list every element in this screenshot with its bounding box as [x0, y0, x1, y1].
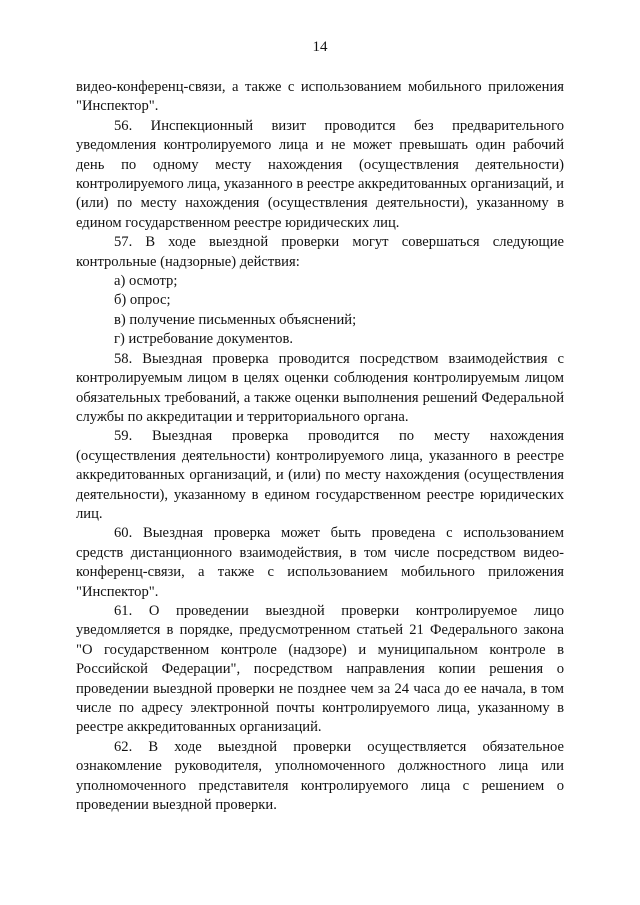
- paragraph-57: 57. В ходе выездной проверки могут совершаться следующие контрольные (надзорные) действия:: [76, 234, 564, 270]
- paragraph-58: 58. Выездная проверка проводится посредством взаимодействия с контролируемым лицом в целях оценки соблюдения контролируемым лицом обязательных требований, а также оценки выполнения решений Федеральной службы по аккредитации и территориального органа.: [76, 350, 564, 425]
- paragraph-61: 61. О проведении выездной проверки контролируемое лицо уведомляется в порядке, предусмотренном статьей 21 Федерального закона "О государственном контроле (надзоре) и муниципальном контроле в Российской Федерации", посредством направления копии решения о проведении выездной проверки не позднее чем за 24 часа до ее начала, в том числе по адресу электронной почты контролируемого лица, указанному в реестре аккредитованных организаций.: [76, 602, 564, 736]
- paragraph-continuation: видео-конференц-связи, а также с использованием мобильного приложения "Инспектор".: [76, 79, 564, 115]
- list-item-a: а) осмотр;: [114, 273, 178, 290]
- document-body: [76, 78, 564, 815]
- page-number: 14: [312, 39, 328, 55]
- paragraph-62: 62. В ходе выездной проверки осуществляется обязательное ознакомление руководителя, уполномоченного должностного лица или уполномоченного представителя контролируемого лица с решением о проведении выездной проверки.: [76, 738, 564, 814]
- paragraph-56: 56. Инспекционный визит проводится без предварительного уведомления контролируемого лица и не может превышать один рабочий день по одному месту нахождения (осуществления деятельности) контролируемого лица, указанного в реестре аккредитованных организаций, и (или) по месту нахождения (осуществления деятельности), указанному в едином государственном реестре юридических лиц.: [76, 117, 564, 231]
- paragraph-59: 59. Выездная проверка проводится по месту нахождения (осуществления деятельности) контролируемого лица, указанного в реестре аккредитованных организаций, и (или) по месту нахождения (осуществления деятельности), указанному в едином государственном реестре юридических лиц.: [76, 428, 564, 522]
- paragraph-60: 60. Выездная проверка может быть проведена с использованием средств дистанционного взаимодействия, в том числе посредством видео-конференц-связи, а также с использованием мобильного приложения "Инспектор".: [76, 525, 564, 600]
- list-item-v: в) получение письменных объяснений;: [114, 311, 357, 328]
- list-item-g: г) истребование документов.: [114, 331, 294, 348]
- list-item-b: б) опрос;: [114, 292, 171, 309]
